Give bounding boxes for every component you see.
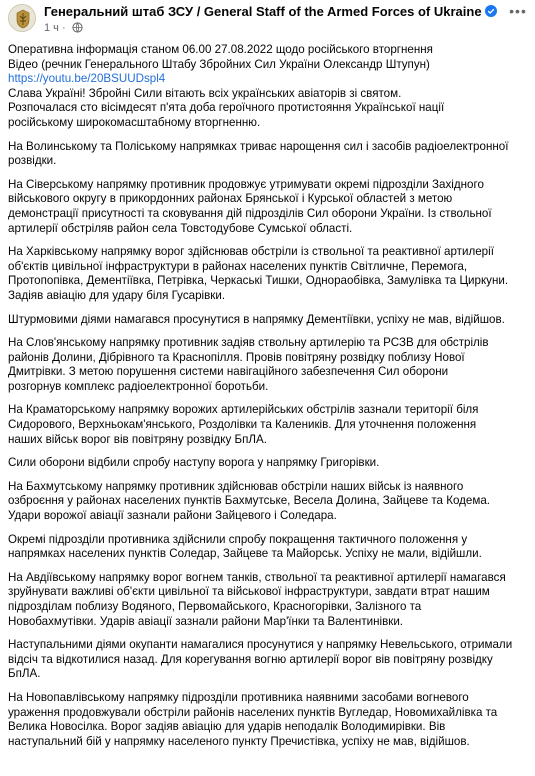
day-line-2: російському широкомасштабному вторгненню.: [8, 115, 261, 129]
paragraph-line: озброєння у районах населених пунктів Бахмутське, Весела Долина, Зайцеве та Кодема.: [8, 494, 491, 508]
paragraph-line: Дмитрівки. З метою порушення системи навігаційного забезпечення Сил оборони: [8, 365, 449, 379]
emblem-avatar: [9, 5, 36, 32]
paragraph-line: районів Долини, Дібрівного та Краснопілля. Провів повітряну розвідку поблизу Нової: [8, 350, 465, 364]
paragraph-line: На Авдіївському напрямку ворог вогнем танків, ствольної та реактивної артилерії намагався: [8, 570, 506, 584]
verified-badge-icon: [485, 5, 497, 17]
post-meta: [44, 22, 83, 37]
paragraph-kharkiv: [8, 245, 528, 303]
paragraph-siverskyi: [8, 178, 528, 236]
paragraph-sloviansk: [8, 336, 528, 394]
paragraph-line: На Бахмутському напрямку противник здійснював обстріли наших військ із наявного: [8, 479, 464, 493]
post-text: [8, 43, 528, 749]
paragraph-avdiivka: [8, 571, 528, 629]
video-line: Відео (речник Генерального Штабу Збройних Сил України Олександр Штупун): [8, 57, 430, 71]
video-link[interactable]: https://youtu.be/20BSUUDspl4: [8, 72, 166, 86]
paragraph-line: розгорнув комплекс радіоелектронної боротьби.: [8, 379, 269, 393]
paragraph-line: Новобахмутівки. Ударів авіації зазнали райони Мар'їнки та Валентинівки.: [8, 614, 404, 628]
paragraph-line: наступальний бій у напрямку населеного пункту Пречистівка, успіху не мав, відійшов.: [8, 734, 470, 748]
paragraph-line: наших військ ворог вів повітряну розвідку БпЛА.: [8, 432, 267, 446]
page-avatar[interactable]: [8, 4, 36, 32]
paragraph-line: зруйнувати важливі об'єкти цивільної та військової інфраструктури, завдати втрат нашим: [8, 585, 490, 599]
paragraph-line: Протопопівка, Дементіївка, Петрівка, Черкаські Тишки, Однораобівка, Замулівка та Циркуни.: [8, 274, 509, 288]
paragraph-line: Наступальними діями окупанти намагалися просунутися у напрямку Невельського, отримали: [8, 638, 513, 652]
paragraph-hryhorivka: [8, 456, 528, 471]
paragraph-line: Велика Новосілка. Ворог задіяв авіацію для ударів неподалік Володимирівки. Вів: [8, 720, 446, 734]
day-line: Розпочалася сто вісімдесят п'ята доба героїчного протистояння Української нації: [8, 101, 445, 115]
paragraph-line: напрямках населених пунктів Соледар, Зайцеве та Майорськ. Успіху не мали, відійшли.: [8, 547, 482, 561]
paragraph-line: На Волинському та Поліському напрямках триває нарощення сил і засобів радіоелектронної: [8, 139, 509, 153]
paragraph-assault: [8, 313, 528, 328]
paragraph-novopavlivka: [8, 691, 528, 749]
greeting-line: Слава Україні! Збройні Сили вітають всіх українських авіаторів зі святом.: [8, 86, 402, 100]
paragraph-nevelske: [8, 638, 528, 682]
meta-separator: ·: [61, 22, 66, 34]
paragraph-line: демонстрації присутності та сковування дій підрозділів Сил оборони України. Із ствольної: [8, 206, 492, 220]
paragraph-line: На Новопавлівському напрямку підрозділи противника наявними засобами вогневого: [8, 690, 469, 704]
paragraph-volyn: [8, 140, 528, 169]
paragraph-line: Окремі підрозділи противника здійснили спробу покращення тактичного положення у: [8, 532, 468, 546]
page-name[interactable]: Генеральний штаб ЗСУ / General Staff of the Armed Forces of Ukraine: [44, 4, 482, 19]
paragraph-line: На Харківському напрямку ворог здійснював обстріли із ствольної та реактивної артилерії: [8, 245, 494, 259]
paragraph-line: відсіч та відкотилися назад. Для корегування вогню артилерії ворог вів повітряну розвідку: [8, 652, 493, 666]
paragraph-kramatorsk: [8, 403, 528, 447]
paragraph-line: розвідки.: [8, 154, 57, 168]
paragraph-soledar: [8, 533, 528, 562]
paragraph-line: артилерії обстріляв район села Товстодубове Сумської області.: [8, 221, 353, 235]
paragraph-line: Задіяв авіацію для удару біля Гусарівки.: [8, 288, 226, 302]
paragraph-line: Сидорового, Верхньокам'янського, Роздолівки та Калеників. Для уточнення положення: [8, 418, 477, 432]
paragraph-line: підрозділам поблизу Водяного, Первомайського, Красногорівки, Залізного та: [8, 600, 422, 613]
intro-line: Оперативна інформація станом 06.00 27.08.2022 щодо російського вторгнення: [8, 43, 433, 56]
paragraph-bakhmut: [8, 480, 528, 524]
paragraph-line: Удари ворожої авіації зазнали райони Зайцевого і Соледара.: [8, 509, 337, 523]
paragraph-line: Сили оборони відбили спробу наступу ворога у напрямку Григорівки.: [8, 456, 380, 470]
paragraph-line: БпЛА.: [8, 667, 41, 681]
paragraph-line: ураження продовжували обстріли районів населених пунктів Вугледар, Новомихайлівка та: [8, 705, 498, 719]
paragraph-line: На Слов'янському напрямку противник задіяв ствольну артилерію та РСЗВ для обстрілів: [8, 336, 489, 350]
paragraph-line: На Краматорському напрямку ворожих артилерійських обстрілів зазнали території біля: [8, 403, 479, 417]
paragraph-line: об'єктів цивільної інфраструктури в районах населених пунктів Світличне, Перемога,: [8, 259, 468, 273]
paragraph-line: Штурмовими діями намагався просунутися в напрямку Дементіївки, успіху не мав, відійшов.: [8, 312, 505, 326]
globe-icon[interactable]: [72, 22, 83, 37]
more-options-icon[interactable]: •••: [509, 3, 527, 19]
paragraph-line: військового округу в прикордонних районах Брянської і Курської областей з метою: [8, 192, 453, 206]
post-header: [0, 0, 535, 40]
paragraph-line: На Сіверському напрямку противник продовжує утримувати окремі підрозділи Західного: [8, 177, 484, 191]
post-time[interactable]: 1 ч: [44, 22, 59, 34]
page-name-link[interactable]: [44, 4, 497, 20]
